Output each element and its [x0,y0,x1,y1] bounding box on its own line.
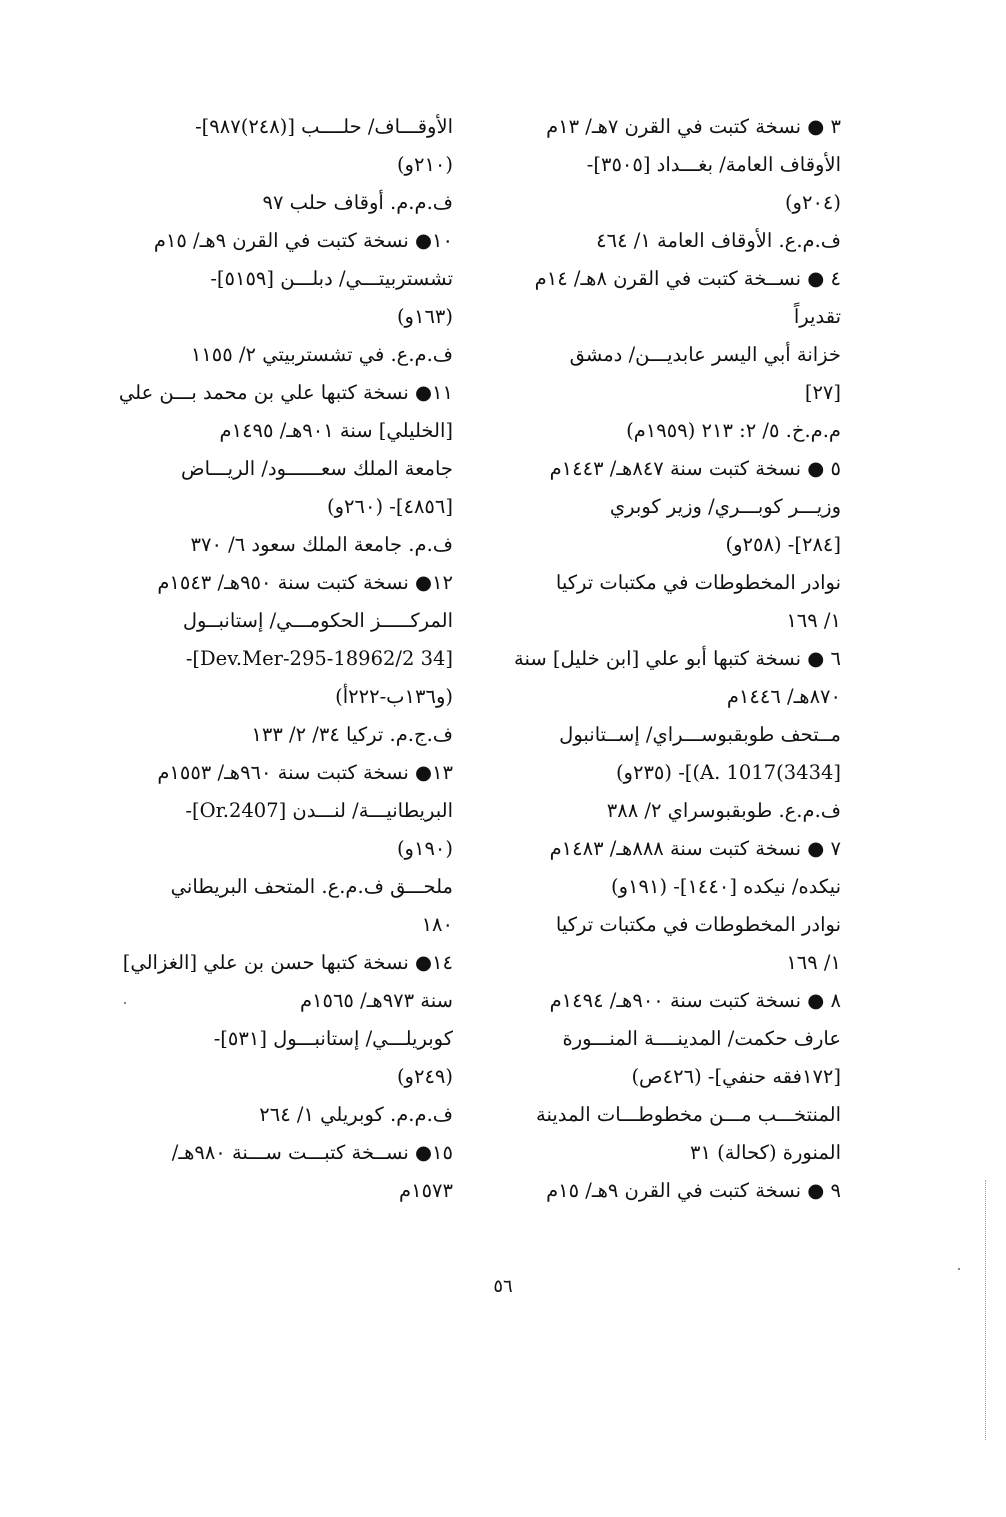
entry-detail-line: عارف حكمت/ المدينــــة المنـــورة [562,1027,841,1050]
manuscript-entry [496,108,841,260]
entry-heading-line: ٤ ● نســخة كتبت في القرن ٨هـ/ ١٤م [534,267,841,290]
entry-detail-line: [3434)A. 1017)]- (٢٣٥و) [615,761,841,784]
manuscript-entry [496,450,841,640]
scan-speck [958,1268,960,1270]
entry-detail-line: (٢١٠و) [396,153,453,176]
entry-detail-line: ف.م. جامعة الملك سعود ٦/ ٣٧٠ [190,533,453,556]
entry-detail-line: [٢٧] [804,381,841,404]
entry-detail-line: ف.م.ع. طوبقبوسراي ٢/ ٣٨٨ [606,799,841,822]
entry-detail-line: [٤٨٥٦]- (٢٦٠و) [327,495,453,518]
entry-detail-line: ملحـــق ف.م.ع. المتحف البريطاني [170,875,453,898]
entry-heading-line: ١١● نسخة كتبها علي بن محمد بـــن علي [118,381,453,404]
entry-detail-line: [الخليلي] سنة ٩٠١هـ/ ١٤٩٥م [219,419,453,442]
entry-detail-line: مــتحف طوبقبوســـراي/ إســتانبول [559,723,841,746]
entry-detail-line: م.م.خ. ٥/ ٢: ٢١٣ (١٩٥٩م) [626,419,841,442]
scan-speck [124,1002,126,1004]
entry-detail-line: تقديراً [793,305,841,328]
entry-heading-line: ١٢● نسخة كتبت سنة ٩٥٠هـ/ ١٥٤٣م [157,571,453,594]
manuscript-entry [108,222,453,374]
manuscript-entry [108,754,453,944]
entry-detail-line: ١٥٧٣م [399,1179,453,1202]
entry-detail-line: ٨٧٠هـ/ ١٤٤٦م [726,685,841,708]
entry-detail-line: ١/ ١٦٩ [786,951,841,974]
entry-detail-line: (٢٤٩و) [396,1065,453,1088]
scan-edge-mark [984,1180,986,1440]
left-column [108,108,453,1210]
manuscript-entry [108,1134,453,1210]
entry-detail-line: [34 Dev.Mer-295-18962/2]- [185,647,453,670]
entry-detail-line: نوادر المخطوطات في مكتبات تركيا [555,571,841,594]
manuscript-entry [496,260,841,450]
entry-detail-line: وزيـــر كوبـــري/ وزير كوبري [609,495,841,518]
manuscript-entry [108,374,453,564]
manuscript-entry [496,830,841,982]
entry-detail-line: (١٩٠و) [396,837,453,860]
entry-heading-line: الأوقـــاف/ حلــــب [(٢٤٨)٩٨٧]- [195,115,453,138]
entry-heading-line: ١٠● نسخة كتبت في القرن ٩هـ/ ١٥م [153,229,453,252]
entry-detail-line: ١٨٠ [421,913,453,936]
manuscript-entry [108,944,453,1134]
entry-heading-line: ٧ ● نسخة كتبت سنة ٨٨٨هـ/ ١٤٨٣م [549,837,841,860]
entry-detail-line: جامعة الملك سعــــــود/ الريـــاض [181,457,453,480]
entry-detail-line: (٢٠٤و) [784,191,841,214]
entry-detail-line: (١٦٣و) [396,305,453,328]
manuscript-entry [108,564,453,754]
entry-heading-line: ١٤● نسخة كتبها حسن بن علي [الغزالي] [122,951,453,974]
entry-detail-line: المنورة (كحالة) ٣١ [690,1141,841,1164]
entry-detail-line: سنة ٩٧٣هـ/ ١٥٦٥م [299,989,453,1012]
entry-detail-line: نيكده/ نيكده [١٤٤٠]- (١٩١و) [610,875,841,898]
entry-detail-line: ف.م.ع. في تشستربيتي ٢/ ١١٥٥ [190,343,453,366]
entry-detail-line: [١٧٢فقه حنفي]- (٤٢٦ص) [631,1065,841,1088]
entry-heading-line: ٣ ● نسخة كتبت في القرن ٧هـ/ ١٣م [546,115,841,138]
entry-detail-line: خزانة أبي اليسر عابديـــن/ دمشق [569,343,841,366]
entry-heading-line: ٥ ● نسخة كتبت سنة ٨٤٧هـ/ ١٤٤٣م [549,457,841,480]
entry-detail-line: ف.م.م. كوبريلي ١/ ٢٦٤ [259,1103,453,1126]
entry-detail-line: [٢٨٤]- (٢٥٨و) [725,533,841,556]
entry-detail-line: المنتخـــب مـــن مخطوطـــات المدينة [536,1103,841,1126]
entry-detail-line: (و١٣٦ب-٢٢٢أ) [335,685,453,708]
entry-detail-line: ف.م.م. أوقاف حلب ٩٧ [262,191,453,214]
entry-detail-line: كوبريلـــي/ إستانبـــول [٥٣١]- [213,1027,453,1050]
entry-heading-line: ١٥● نســخة كتبـــت ســـنة ٩٨٠هـ/ [171,1141,453,1164]
entry-detail-line: ف.م.ع. الأوقاف العامة ١/ ٤٦٤ [596,229,841,252]
entry-detail-line: المركـــــز الحكومـــي/ إستانبــول [182,609,453,632]
entry-heading-line: ٨ ● نسخة كتبت سنة ٩٠٠هـ/ ١٤٩٤م [549,989,841,1012]
right-column [496,108,841,1210]
page-number: ٥٦ [493,1276,513,1297]
manuscript-entry [108,108,453,222]
entry-heading-line: ١٣● نسخة كتبت سنة ٩٦٠هـ/ ١٥٥٣م [157,761,453,784]
manuscript-entry [496,1172,841,1210]
entry-detail-line: نوادر المخطوطات في مكتبات تركيا [555,913,841,936]
entry-detail-line: تشستربيتـــي/ دبلـــن [٥١٥٩]- [210,267,453,290]
entry-detail-line: ف.ج.م. تركيا ٣٤/ ٢/ ١٣٣ [251,723,453,746]
entry-detail-line: البريطانيـــة/ لنـــدن [Or.2407]- [185,799,453,822]
entry-detail-line: ١/ ١٦٩ [786,609,841,632]
manuscript-entry [496,982,841,1172]
entry-heading-line: ٩ ● نسخة كتبت في القرن ٩هـ/ ١٥م [546,1179,841,1202]
entry-heading-line: ٦ ● نسخة كتبها أبو علي [ابن خليل] سنة [514,647,841,670]
entry-detail-line: الأوقاف العامة/ بغـــداد [٣٥٠٥]- [586,153,841,176]
manuscript-entry [496,640,841,830]
